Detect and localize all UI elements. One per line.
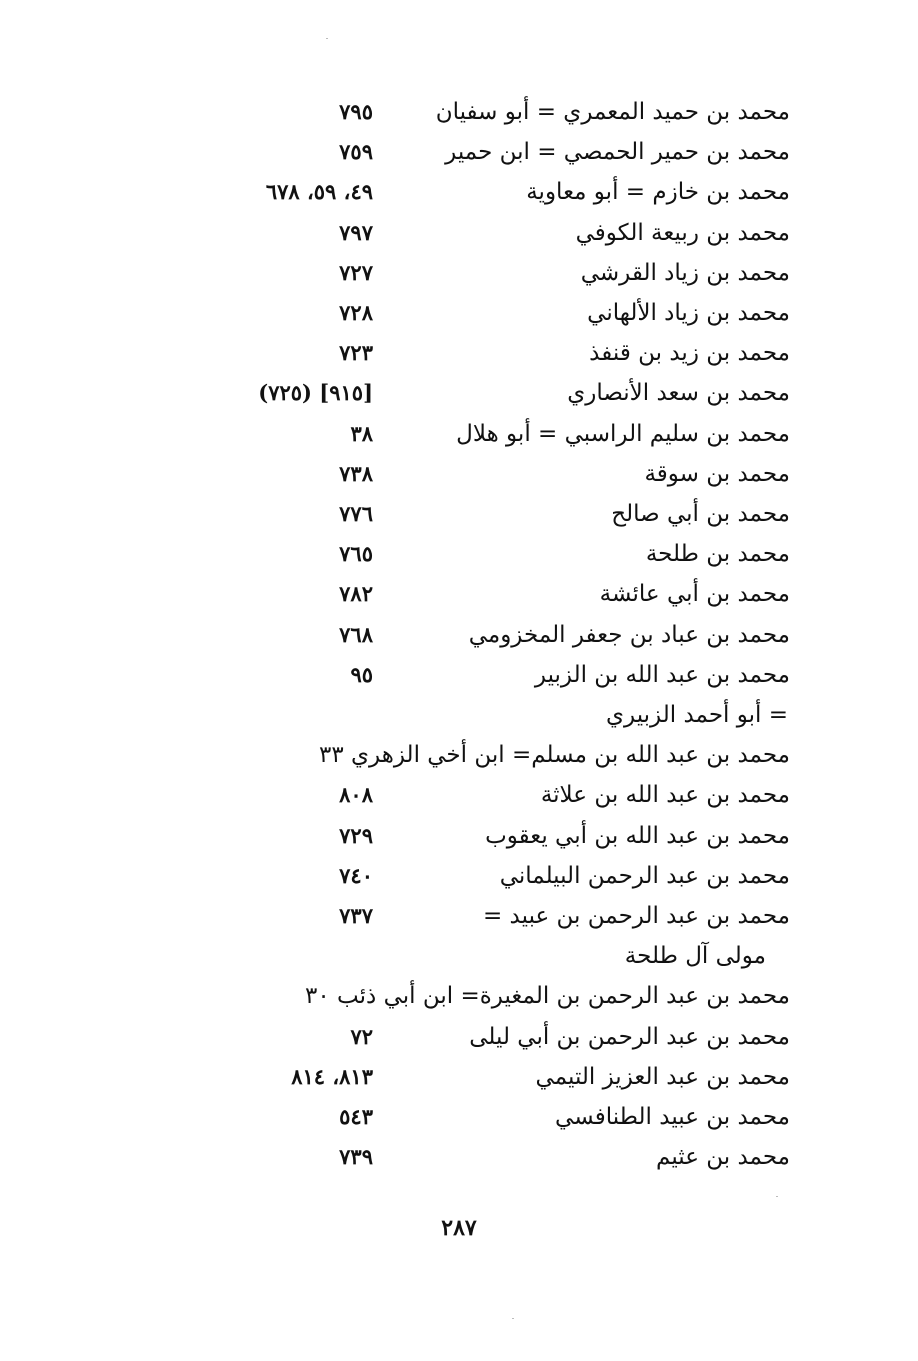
index-entry xyxy=(0,816,918,856)
entry-page-refs: ٧٢٣ xyxy=(339,340,373,366)
entry-page-refs: ٣٨ xyxy=(350,420,373,446)
index-entry xyxy=(0,534,918,574)
entry-page-refs: ٧٩٥ xyxy=(339,99,373,124)
index-entry xyxy=(0,655,918,695)
entry-page-refs: ٨١٣، ٨١٤ xyxy=(291,1063,373,1089)
entry-name: محمد بن عبد الرحمن بن أبي ليلى xyxy=(469,1023,790,1050)
entry-page-refs: ٧٦٥ xyxy=(339,541,373,567)
entry-name: محمد بن عبد العزيز التيمي xyxy=(535,1063,790,1090)
index-entry xyxy=(0,494,918,534)
entry-name: محمد بن خازم = أبو معاوية xyxy=(526,179,790,206)
index-entry xyxy=(0,1137,918,1177)
entry-page-refs: ٧٤٠ xyxy=(339,862,373,888)
index-entry xyxy=(0,253,918,293)
entry-name: محمد بن عبد الله بن أبي يعقوب xyxy=(485,822,790,849)
index-entry xyxy=(0,1057,918,1097)
entry-name: محمد بن عبد الله بن الزبير xyxy=(534,661,790,688)
index-entry xyxy=(0,775,918,815)
entry-page-refs: ٧٦٨ xyxy=(339,621,373,647)
index-entry xyxy=(0,1097,918,1137)
entry-page-refs: ٧٣٩ xyxy=(339,1144,373,1170)
entry-name: محمد بن عبد الرحمن بن عبيد = xyxy=(482,903,790,929)
index-entry xyxy=(0,293,918,333)
index-entry xyxy=(0,936,918,976)
index-entry xyxy=(0,333,918,373)
index-entry xyxy=(0,454,918,494)
index-entry xyxy=(0,695,918,735)
index-entry xyxy=(0,856,918,896)
entry-name: محمد بن سعد الأنصاري xyxy=(567,380,790,407)
index-entry xyxy=(0,976,918,1016)
page-number: ٢٨٧ xyxy=(441,1215,477,1241)
entry-page-refs: ٧٢ xyxy=(350,1023,373,1049)
entry-page-refs: [٩١٥] (٧٢٥) xyxy=(258,380,373,406)
entry-name: محمد بن حمير الحمصي = ابن حمير xyxy=(445,139,790,166)
entry-page-refs: ٧٣٧ xyxy=(339,903,373,928)
index-entry xyxy=(0,373,918,413)
entry-name: محمد بن زياد الألهاني xyxy=(587,300,790,326)
entry-name: محمد بن زيد بن قنفذ xyxy=(589,340,790,367)
entry-name: محمد بن عثيم xyxy=(656,1144,790,1171)
index-entry xyxy=(0,172,918,212)
entry-name: مولى آل طلحة xyxy=(624,943,766,970)
entry-page-refs: ٤٩، ٥٩، ٦٧٨ xyxy=(265,179,373,205)
paper-speck xyxy=(512,1318,514,1319)
entry-name: محمد بن زياد القرشي xyxy=(580,259,790,286)
entry-page-refs: ٧٢٧ xyxy=(339,259,373,285)
entry-name: محمد بن عبد الله بن مسلم= ابن أخي الزهري ٣٣ xyxy=(319,742,790,769)
entry-page-refs: ٧٢٩ xyxy=(339,822,373,848)
entry-page-refs: ٥٤٣ xyxy=(339,1104,373,1129)
entry-page-refs: ٧٣٨ xyxy=(339,460,373,486)
paper-speck xyxy=(326,38,328,39)
entry-name: = أبو أحمد الزبيري xyxy=(606,702,788,728)
entry-name: محمد بن عبد الرحمن البيلماني xyxy=(499,862,790,889)
entry-page-refs: ٧٥٩ xyxy=(339,139,373,165)
entry-name: محمد بن ربيعة الكوفي xyxy=(575,219,790,246)
entry-page-refs: ٨٠٨ xyxy=(339,782,373,808)
entry-page-refs: ٧٢٨ xyxy=(339,300,373,325)
entry-name: محمد بن أبي عائشة xyxy=(599,581,790,608)
entry-page-refs: ٧٧٦ xyxy=(339,501,373,526)
index-entry xyxy=(0,735,918,775)
index-entry xyxy=(0,213,918,253)
index-entry xyxy=(0,615,918,655)
index-entry xyxy=(0,414,918,454)
entry-name: محمد بن عبد الله بن علاثة xyxy=(540,782,790,809)
entry-page-refs: ٧٨٢ xyxy=(339,581,373,607)
index-entry xyxy=(0,574,918,614)
entry-name: محمد بن طلحة xyxy=(645,541,790,568)
entry-page-refs: ٩٥ xyxy=(350,661,373,687)
entry-name: محمد بن سليم الراسبي = أبو هلال xyxy=(456,420,790,447)
index-entry xyxy=(0,92,918,132)
entry-page-refs: ٧٩٧ xyxy=(339,219,373,245)
entry-name: محمد بن حميد المعمري = أبو سفيان xyxy=(435,99,790,125)
entry-name: محمد بن عبيد الطنافسي xyxy=(555,1104,790,1130)
index-entry xyxy=(0,896,918,936)
index-entry xyxy=(0,132,918,172)
entry-name: محمد بن سوقة xyxy=(644,460,790,487)
entry-name: محمد بن عباد بن جعفر المخزومي xyxy=(468,621,790,648)
entry-name: محمد بن عبد الرحمن بن المغيرة= ابن أبي ذئب ٣٠ xyxy=(305,983,790,1010)
index-entry xyxy=(0,1017,918,1057)
entry-name: محمد بن أبي صالح xyxy=(611,501,790,527)
paper-speck xyxy=(776,1196,778,1197)
